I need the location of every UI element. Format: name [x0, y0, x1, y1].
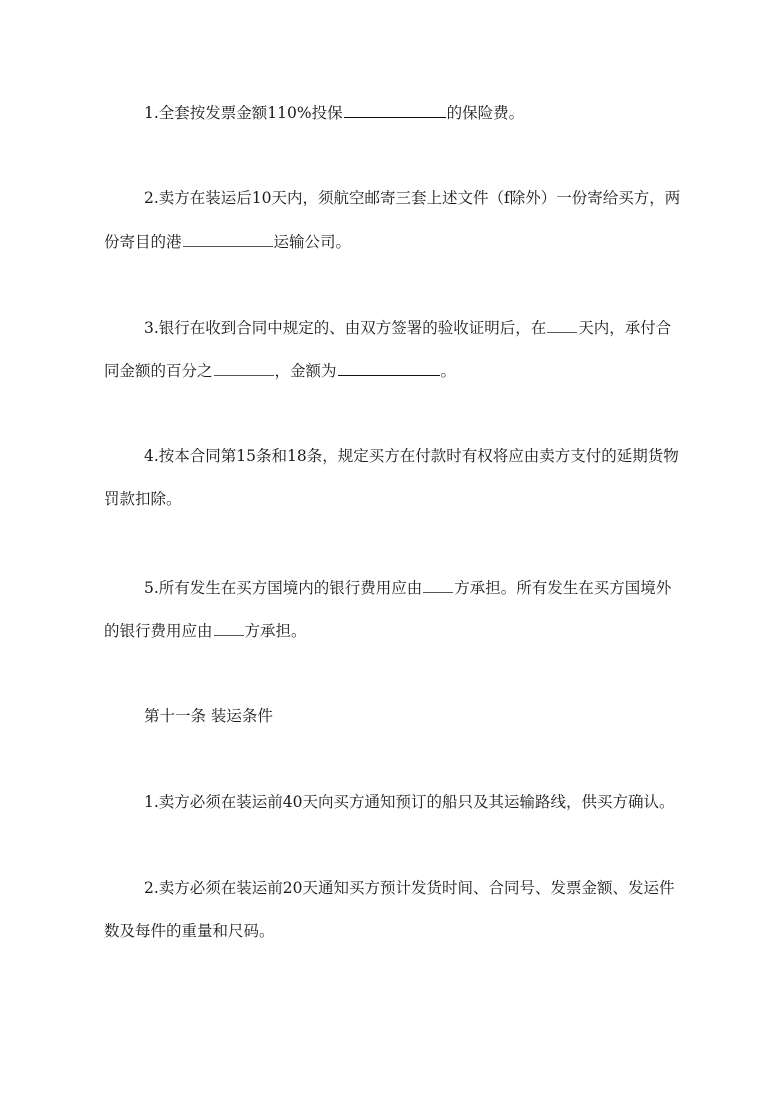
clause-5-text-a: 5.所有发生在买方国境内的银行费用应由 [144, 579, 423, 597]
days-blank[interactable] [547, 317, 577, 333]
percent-blank[interactable] [214, 360, 274, 376]
clause-5-text-b: 方承担。所有发生在买方国境外 [454, 579, 672, 597]
section-heading: 第十一条 装运条件 [144, 707, 273, 725]
clause-3-line-1 [144, 317, 671, 338]
clause-3-text-a: 3.银行在收到合同中规定的、由双方签署的验收证明后，在 [144, 319, 547, 337]
clause-2-text-a: 份寄目的港 [104, 233, 182, 251]
clause-5-text-d: 方承担。 [244, 622, 307, 640]
party-blank-abroad[interactable] [214, 620, 244, 636]
clause-2-line-2 [104, 231, 351, 252]
clause-2-text-b: 运输公司。 [273, 233, 352, 251]
party-blank-domestic[interactable] [423, 577, 453, 593]
clause-3-text-e: 。 [440, 362, 457, 380]
shipping-clause-2-line-1: 2.卖方必须在装运前20天通知买方预计发货时间、合同号、发票金额、发运件 [144, 879, 675, 897]
insurance-blank[interactable] [344, 102, 446, 118]
shipping-clause-1: 1.卖方必须在装运前40天向买方通知预订的船只及其运输路线，供买方确认。 [144, 793, 675, 811]
clause-3-text-b: 天内，承付合 [578, 319, 672, 337]
clause-1-text-b: 的保险费。 [446, 104, 525, 122]
clause-5-text-c: 的银行费用应由 [104, 622, 213, 640]
clause-3-text-c: 同金额的百分之 [104, 362, 213, 380]
clause-4-line-1: 4.按本合同第15条和18条，规定买方在付款时有权将应由卖方支付的延期货物 [144, 447, 679, 465]
clause-2-line-1: 2.卖方在装运后10天内，须航空邮寄三套上述文件（f除外）一份寄给买方，两 [144, 189, 681, 207]
clause-4-line-2: 罚款扣除。 [104, 490, 182, 508]
clause-1-insurance [144, 102, 524, 123]
clause-1-text-a: 1.全套按发票金额110%投保 [144, 104, 343, 122]
clause-3-line-2 [104, 360, 456, 381]
port-blank[interactable] [183, 231, 273, 247]
clause-5-line-1 [144, 577, 671, 598]
clause-5-line-2 [104, 620, 307, 641]
clause-3-text-d: ，金额为 [274, 362, 337, 380]
shipping-clause-2-line-2: 数及每件的重量和尺码。 [104, 922, 275, 940]
amount-blank[interactable] [338, 360, 440, 376]
